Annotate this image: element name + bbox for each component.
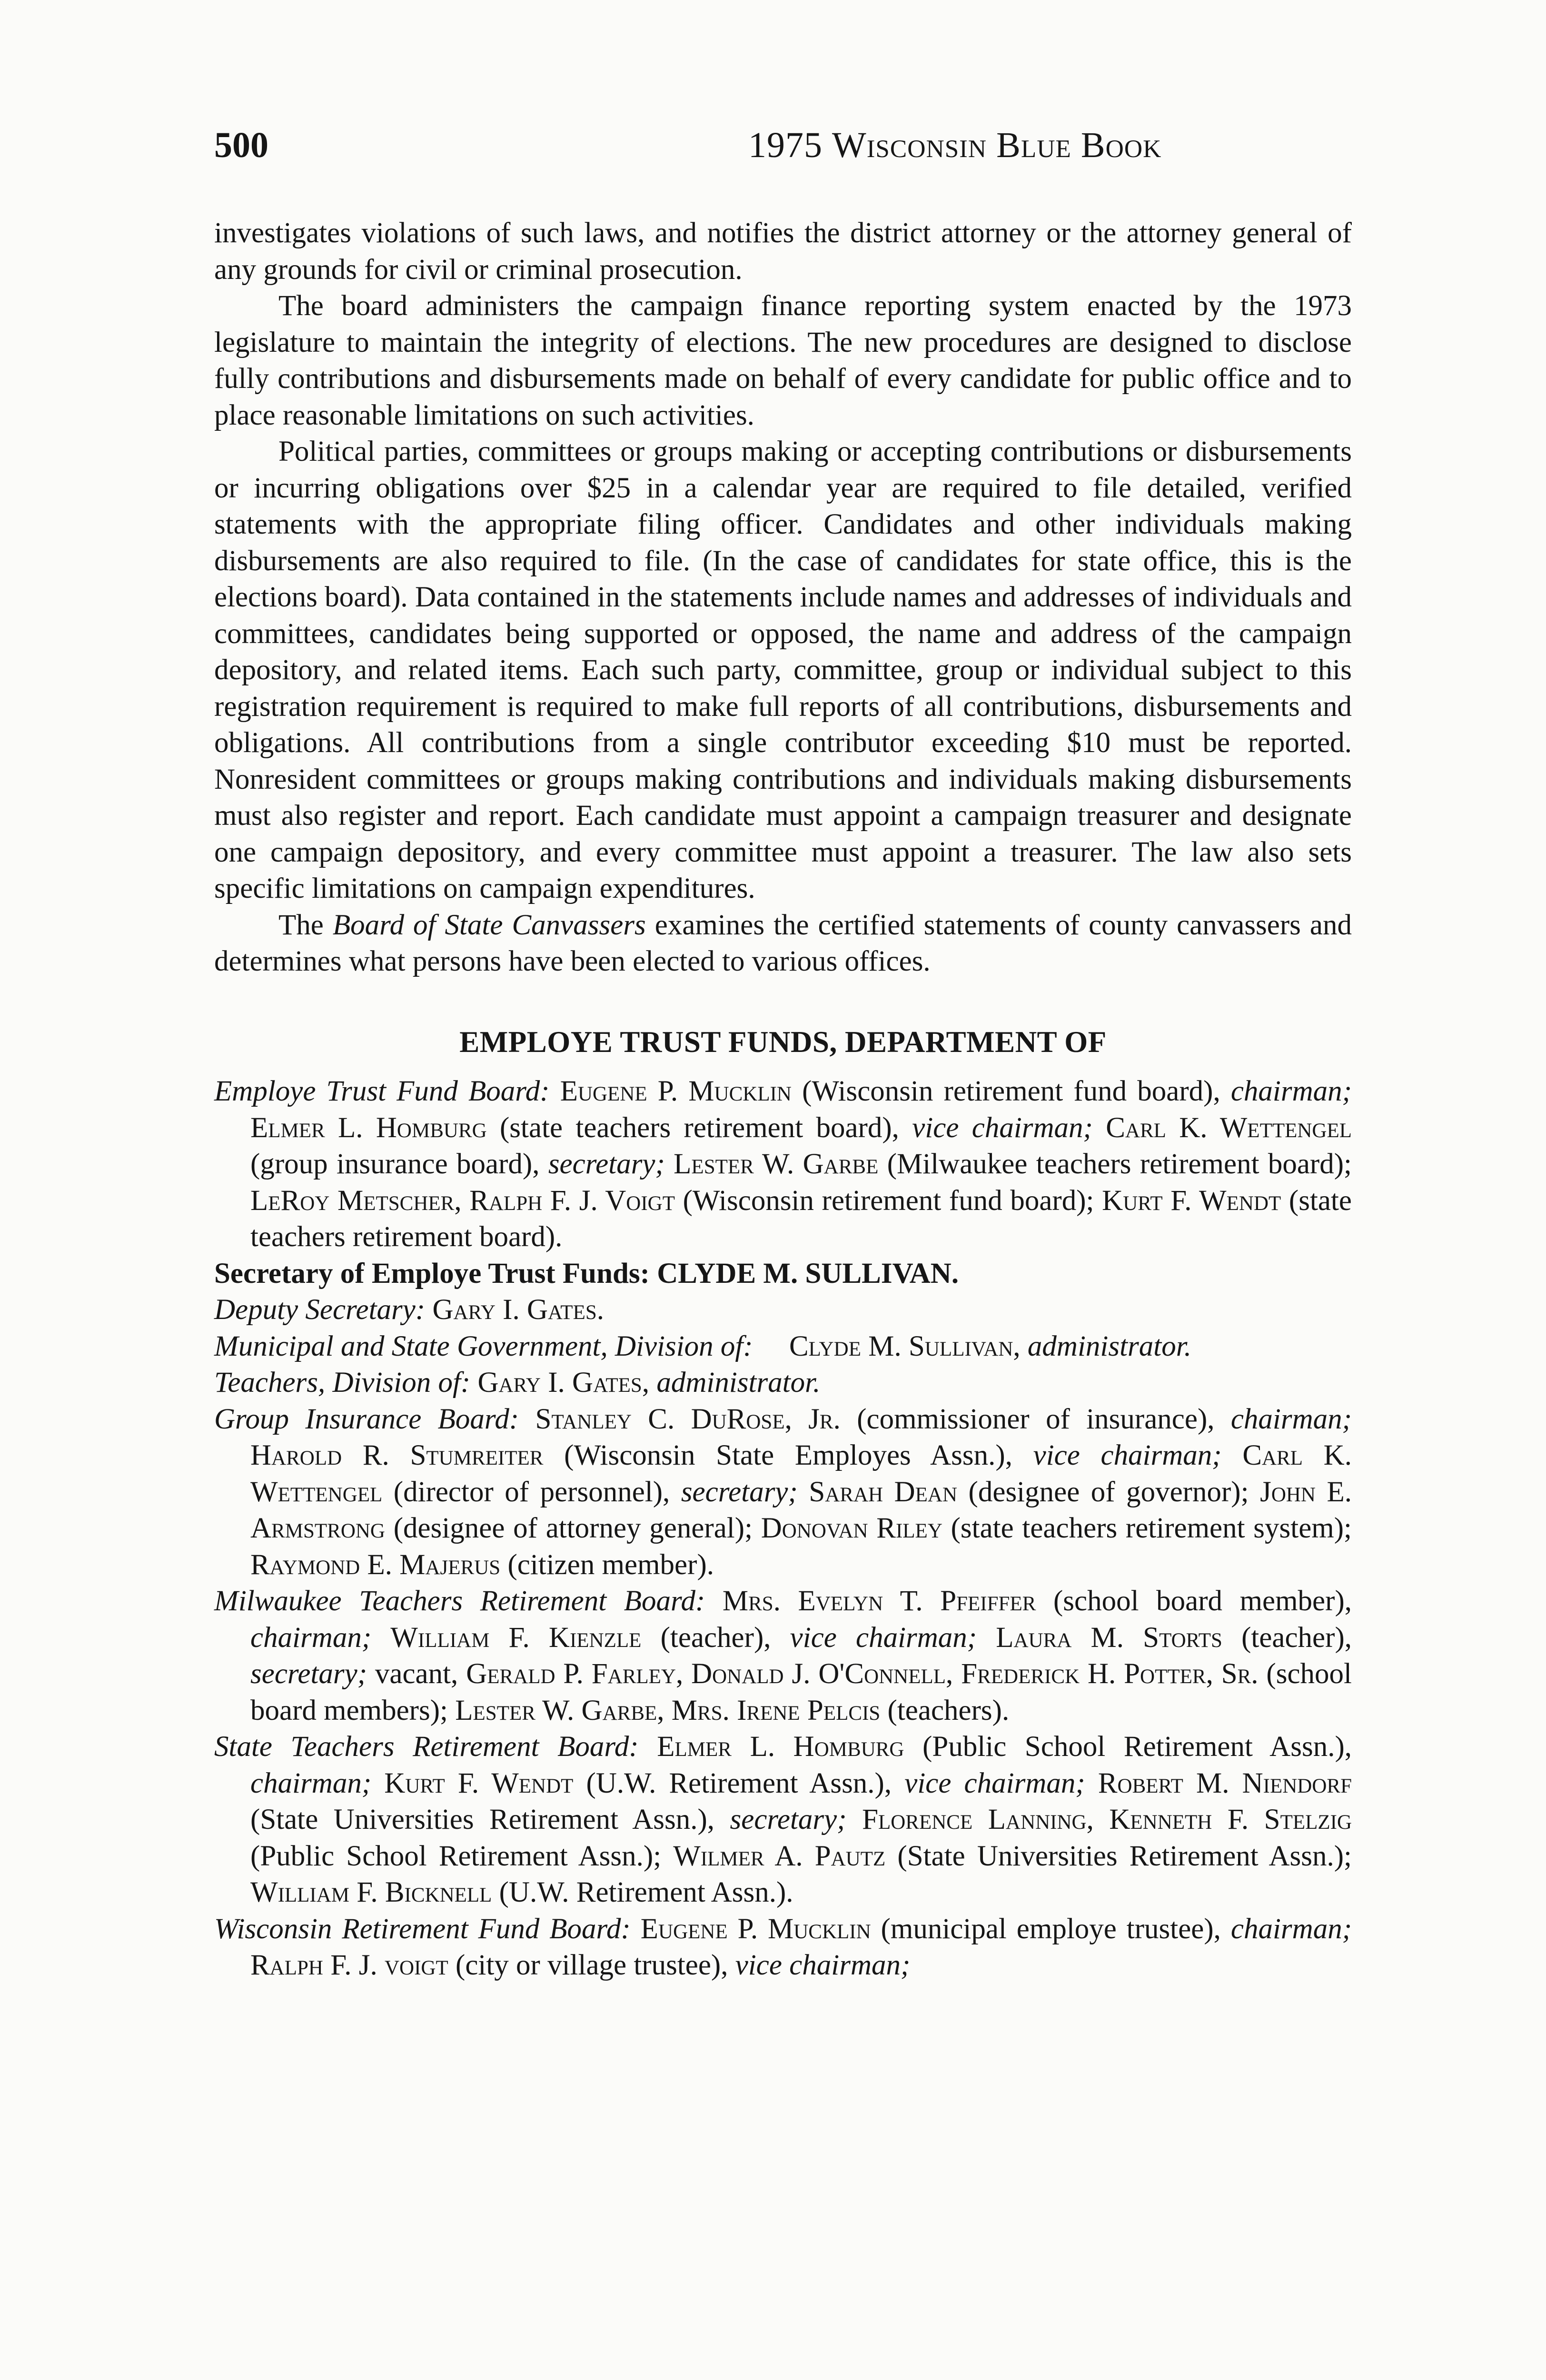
entry-municipal-state-division: Municipal and State Government, Division of: Clyde M. Sullivan, administrator. — [214, 1330, 1191, 1362]
running-head-year: 1975 — [748, 125, 823, 165]
paragraph-state-canvassers: The Board of State Canvassers examines the certified statements of county canvassers and determines what persons have been elected to various offices. — [214, 909, 1352, 977]
entry-teachers-division: Teachers, Division of: Gary I. Gates, administrator. — [214, 1367, 821, 1398]
entry-milwaukee-teachers-retirement-board: Milwaukee Teachers Retirement Board: Mrs. Evelyn T. Pfeiffer (school board member), chairman; William F. Kienzle (teacher), vice chairman; Laura M. Storts (teacher), secretary; vacant, Gerald P. Farley, Donald J. O'Connell, Frederick H. Potter, Sr. (school board members); Lester W. Garbe, Mrs. Irene Pelcis (teachers). — [214, 1585, 1352, 1726]
section-heading: EMPLOYE TRUST FUNDS, DEPARTMENT OF — [459, 1025, 1107, 1059]
paragraph-continuation: investigates violations of such laws, and notifies the district attorney or the attorney general of any grounds for civil or criminal prosecution. — [214, 217, 1352, 286]
entry-wisconsin-retirement-fund-board: Wisconsin Retirement Fund Board: Eugene P. Mucklin (municipal employe trustee), chairman; Ralph F. J. voigt (city or village trustee), vice chairman; — [214, 1913, 1352, 1981]
paragraph-political-parties: Political parties, committees or groups making or accepting contributions or disbursements or incurring obligations over $25 in a calendar year are required to file detailed, verified statements with the appropriate filing officer. Candidates and other individuals making disbursements are also required to file. (In the case of candidates for state office, this is the elections board). Data contained in the statements include names and addresses of individuals and committees, candidates being supported or opposed, the name and address of the campaign depository, and related items. Each such party, committee, group or individual subject to this registration requirement is required to make full reports of all contributions, disbursements and obligations. All contributions from a single contributor exceeding $10 must be reported. Nonresident committees or groups making contributions and individuals making disbursements must also register and report. Each candidate must appoint a campaign treasurer and designate one campaign depository, and every committee must appoint a treasurer. The law also sets specific limitations on campaign expenditures. — [214, 436, 1352, 904]
entry-group-insurance-board: Group Insurance Board: Stanley C. DuRose, Jr. (commissioner of insurance), chairman; Harold R. Stumreiter (Wisconsin State Employes Assn.), vice chairman; Carl K. Wettengel (director of personnel), secretary; Sarah Dean (designee of governor); John E. Armstrong (designee of attorney general); Donovan Riley (state teachers retirement system); Raymond E. Majerus (citizen member). — [214, 1403, 1352, 1581]
secretary-line: Secretary of Employe Trust Funds: CLYDE M. SULLIVAN. — [214, 1257, 959, 1289]
running-head-title: Wisconsin Blue Book — [832, 125, 1162, 165]
entry-state-teachers-retirement-board: State Teachers Retirement Board: Elmer L. Homburg (Public School Retirement Assn.), chairman; Kurt F. Wendt (U.W. Retirement Assn.), vice chairman; Robert M. Niendorf (State Universities Retirement Assn.), secretary; Florence Lanning, Kenneth F. Stelzig (Public School Retirement Assn.); Wilmer A. Pautz (State Universities Retirement Assn.); William F. Bicknell (U.W. Retirement Assn.). — [214, 1731, 1352, 1908]
running-head — [748, 125, 1161, 166]
entry-employe-trust-fund-board: Employe Trust Fund Board: Eugene P. Mucklin (Wisconsin retirement fund board), chairman; Elmer L. Homburg (state teachers retirement board), vice chairman; Carl K. Wettengel (group insurance board), secretary; Lester W. Garbe (Milwaukee teachers retirement board); LeRoy Metscher, Ralph F. J. Voigt (Wisconsin retirement fund board); Kurt F. Wendt (state teachers retirement board). — [214, 1075, 1352, 1253]
paragraph-campaign-finance: The board administers the campaign finance reporting system enacted by the 1973 legislature to maintain the integrity of elections. The new procedures are designed to disclose fully contributions and disbursements made on behalf of every candidate for public office and to place reasonable limitations on such activities. — [214, 290, 1352, 431]
page-number: 500 — [214, 125, 268, 165]
entry-deputy-secretary: Deputy Secretary: Gary I. Gates. — [214, 1294, 605, 1326]
page-header — [214, 125, 1357, 168]
text-column — [214, 215, 1352, 1984]
